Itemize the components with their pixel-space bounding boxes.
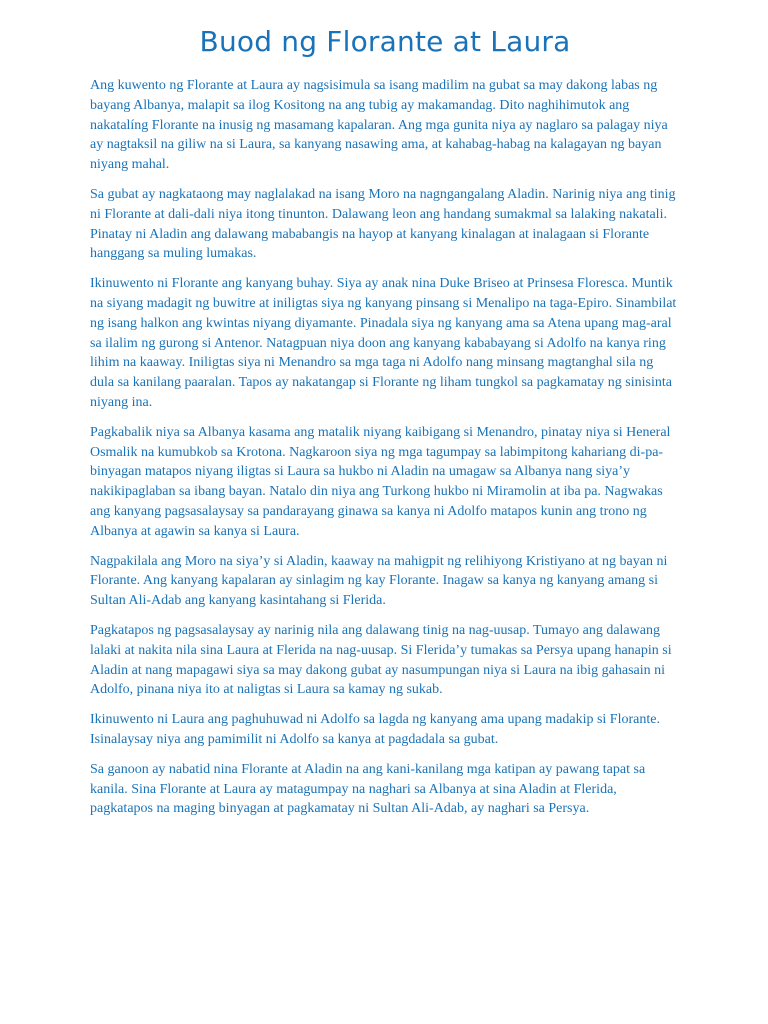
paragraph-8: Sa ganoon ay nabatid nina Florante at Aladin na ang kani-kanilang mga katipan ay pawang tapat sa kanila. Sina Florante at Laura ay matagumpay na naghari sa Albanya at sina Aladin at Flerida, pagkatapos na maging binyagan at pagkamatay ni Sultan Ali-Adab, ay naghari sa Persya.	[90, 761, 646, 817]
paragraph-3: Ikinuwento ni Florante ang kanyang buhay. Siya ay anak nina Duke Briseo at Prinsesa Floresca. Muntik na siyang madagit ng buwitre at iniligtas siya ng kanyang pinsang si Menalipo na taga-Epiro. Sinambilat ng isang halkon ang kwintas niyang diyamante. Pinadala siya ng kanyang ama sa Atena upang mag-aral sa ilalim ng gurong si Antenor. Natagpuan niya doon ang kanyang kababayang si Adolfo na kanya ring lihim na kaaway. Iniligtas siya ni Menandro sa mga taga ni Adolfo nang minsang magtanghal sila ng dula sa kanilang paaralan. Tapos ay nakatangap si Florante ng liham tungkol sa pagkamatay ng sinisinta niyang ina.	[90, 276, 677, 410]
paragraph-2: Sa gubat ay nagkataong may naglalakad na isang Moro na nagngangalang Aladin. Narinig niya ang tinig ni Florante at dali-dali niya itong tinunton. Dalawang leon ang handang sumakmal sa lalaking nakatali. Pinatay ni Aladin ang dalawang mababangis na hayop at kanyang kinalagan at inalagaan si Florante hanggang sa muling lumakas.	[90, 186, 676, 262]
paragraph-1: Ang kuwento ng Florante at Laura ay nagsisimula sa isang madilim na gubat sa may dakong labas ng bayang Albanya, malapit sa ilog Kositong na ang tubig ay makamandag. Dito naghihimutok ang nakatalíng Florante na inusig ng masamang kapalaran. Ang mga gunita niya ay naglaro sa palagay niya ay nagtaksil na giliw na si Laura, sa kanyang nasawing ama, at kahabag-habag na kalagayan ng bayan niyang mahal.	[90, 78, 668, 173]
paragraph-5: Nagpakilala ang Moro na siya’y si Aladin, kaaway na mahigpit ng relihiyong Kristiyano at ng bayan ni Florante. Ang kanyang kapalaran ay sinlagim ng kay Florante. Inagaw sa kanya ng kanyang amang si Sultan Ali-Adab ang kanyang kasintahang si Flerida.	[90, 553, 668, 609]
paragraph-7: Ikinuwento ni Laura ang paghuhuwad ni Adolfo sa lagda ng kanyang ama upang madakip si Florante. Isinalaysay niya ang pamimilit ni Adolfo sa kanya at pagdadala sa gubat.	[90, 712, 660, 747]
paragraph-4: Pagkabalik niya sa Albanya kasama ang matalik niyang kaibigang si Menandro, pinatay niya si Heneral Osmalik na kumubkob sa Krotona. Nagkaroon siya ng mga tagumpay sa labimpitong kahariang di-pa-binyagan matapos niyang iligtas si Laura sa hukbo ni Aladin na umagaw sa Albanya nang siya’y nakikipaglaban sa ibang bayan. Natalo din niya ang Turkong hukbo ni Miramolin at iba pa. Nagwakas ang kanyang pagsasalaysay sa pandarayang ginawa sa kanya ni Adolfo matapos kunin ang trono ng Albanya at agawin sa kanya si Laura.	[90, 424, 671, 539]
document-title: Buod ng Florante at Laura	[199, 25, 571, 58]
paragraph-6: Pagkatapos ng pagsasalaysay ay narinig nila ang dalawang tinig na nag-uusap. Tumayo ang dalawang lalaki at nakita nila sina Laura at Flerida na nag-uusap. Si Flerida’y tumakas sa Persya upang hanapin si Aladin at nang mapagawi siya sa may dakong gubat ay nasumpungan niya si Laura na ibig gahasain ni Adolfo, pinana niya ito at naligtas si Laura sa kamay ng sukab.	[90, 622, 672, 698]
